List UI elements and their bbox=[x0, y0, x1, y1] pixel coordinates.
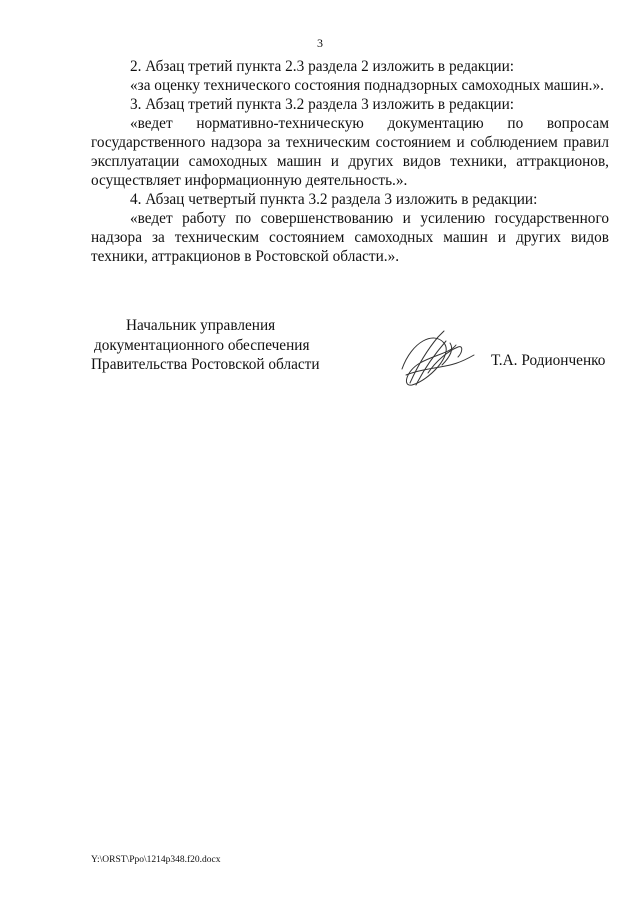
paragraph-item-3: 3. Абзац третий пункта 3.2 раздела 3 изложить в редакции: bbox=[130, 96, 515, 113]
position-line: Начальник управления bbox=[126, 317, 276, 334]
paragraph-item-4-text: «ведет работу по совершенствованию и усилению государственного надзора за техническим состоянием самоходных машин и других видов техники, аттракционов в Ростовской области.». bbox=[91, 210, 609, 265]
position-line: Правительства Ростовской области bbox=[91, 356, 320, 373]
signatory-position bbox=[91, 316, 320, 375]
document-body bbox=[91, 57, 609, 266]
handwritten-signature bbox=[398, 325, 478, 395]
file-path-footer: Y:\ORST\Ppo\1214p348.f20.docx bbox=[91, 855, 221, 865]
signer-name: Т.А. Родионченко bbox=[491, 352, 606, 369]
paragraph-item-2: 2. Абзац третий пункта 2.3 раздела 2 изложить в редакции: bbox=[130, 58, 515, 75]
paragraph-item-2-text: «за оценку технического состояния поднадзорных самоходных машин.». bbox=[130, 77, 604, 94]
paragraph-item-4: 4. Абзац четвертый пункта 3.2 раздела 3 изложить в редакции: bbox=[130, 191, 538, 208]
page-number: 3 bbox=[317, 36, 323, 50]
paragraph-item-3-text: «ведет нормативно-техническую документацию по вопросам государственного надзора за техническим состоянием и соблюдением правил эксплуатации самоходных машин и других видов техники, аттракционов, осуществляет информационную деятельность.». bbox=[91, 115, 609, 189]
position-line: документационного обеспечения bbox=[94, 336, 310, 354]
